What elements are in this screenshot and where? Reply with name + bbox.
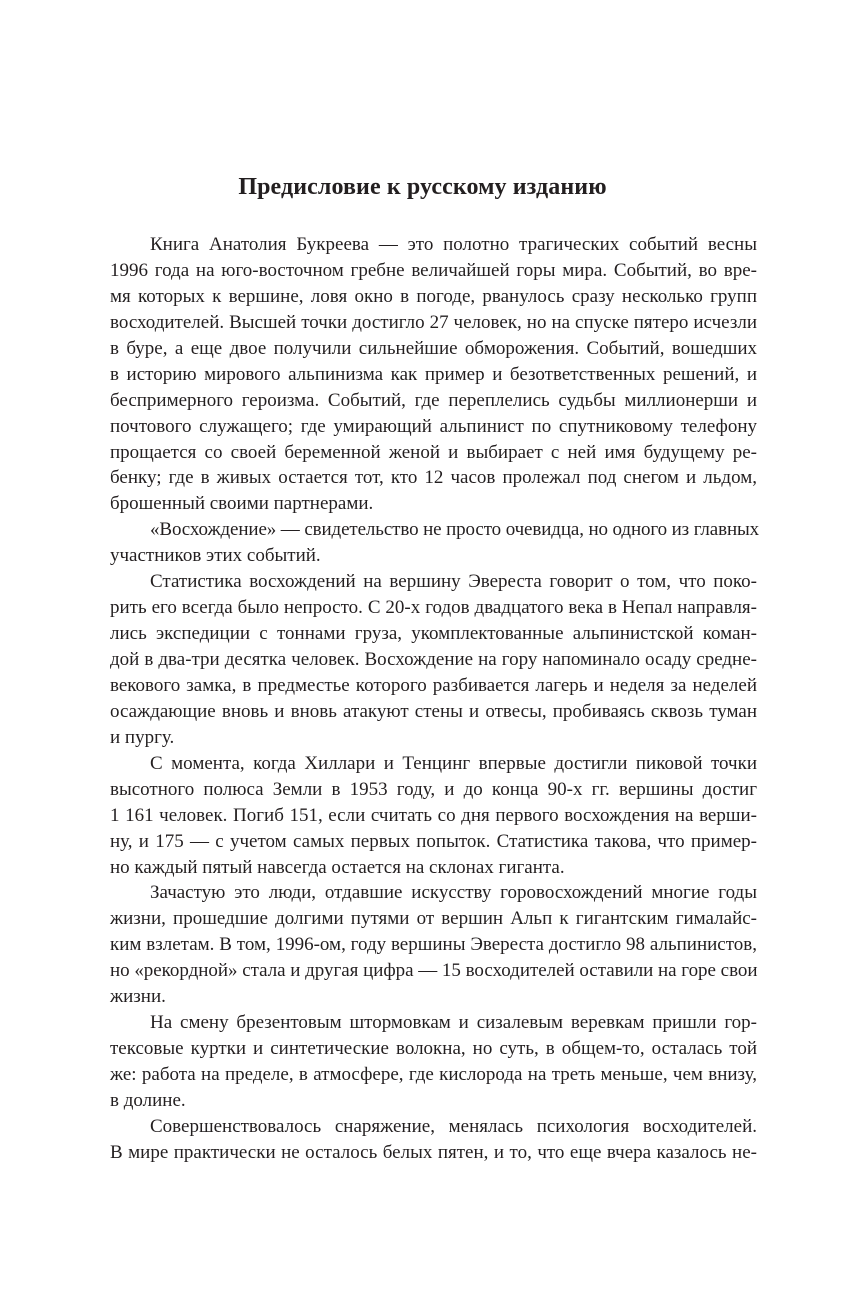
text-line: высотного полюса Земли в 1953 году, и до конца 90-х гг. вершины достиг	[110, 778, 757, 800]
text-line: Зачастую это люди, отдавшие искусству горовосхождений многие годы	[150, 882, 757, 904]
text-line: 1996 года на юго-восточном гребне величайшей горы мира. Событий, во вре-	[110, 259, 757, 281]
text-line: жизни, прошедшие долгими путями от вершин Альп к гигантским гималайс-	[110, 908, 757, 930]
text-line: лись экспедиции с тоннами груза, укомплектованные альпинистской коман-	[110, 623, 757, 645]
text-line: осаждающие вновь и вновь атакуют стены и отвесы, пробиваясь сквозь туман	[110, 700, 757, 722]
paragraph	[110, 1010, 757, 1114]
text-line: но каждый пятый навсегда остается на склонах гиганта.	[110, 856, 565, 878]
text-line: беспримерного героизма. Событий, где переплелись судьбы миллионерши и	[110, 389, 757, 411]
paragraph	[110, 880, 757, 1010]
paragraph	[110, 569, 757, 751]
text-line: мя которых к вершине, ловя окно в погоде, рванулось сразу несколько групп	[110, 285, 757, 307]
text-line: векового замка, в предместье которого разбивается лагерь и неделя за неделей	[110, 674, 757, 696]
text-line: ким взлетам. В том, 1996-ом, году вершины Эвереста достигло 98 альпинистов,	[110, 934, 757, 956]
text-line: На смену брезентовым штормовкам и сизалевым веревкам пришли гор-	[150, 1012, 757, 1034]
text-line: Совершенствовалось снаряжение, менялась психология восходителей.	[150, 1115, 757, 1137]
paragraph	[110, 751, 757, 881]
chapter-title: Предисловие к русскому изданию	[238, 174, 607, 200]
text-line: в историю мирового альпинизма как пример и безответственных решений, и	[110, 363, 757, 385]
text-line: тексовые куртки и синтетические волокна, но суть, в общем-то, осталась той	[110, 1038, 757, 1060]
text-line: восходителей. Высшей точки достигло 27 человек, но на спуске пятеро исчезли	[110, 311, 757, 333]
paragraph	[110, 1114, 757, 1166]
text-line: в долине.	[110, 1089, 186, 1111]
text-line: бенку; где в живых остается тот, кто 12 часов пролежал под снегом и льдом,	[110, 467, 757, 489]
body-text	[110, 232, 760, 1166]
text-line: и пургу.	[110, 726, 175, 748]
text-line: Книга Анатолия Букреева — это полотно трагических событий весны	[150, 234, 757, 255]
text-line: же: работа на пределе, в атмосфере, где кислорода на треть меньше, чем внизу,	[110, 1064, 757, 1085]
text-line: 1 161 человек. Погиб 151, если считать со дня первого восхождения на верши-	[110, 804, 757, 826]
text-line: жизни.	[110, 986, 166, 1008]
text-line: прощается со своей беременной женой и выбирает с ней имя будущему ре-	[110, 441, 757, 463]
text-line: почтового служащего; где умирающий альпинист по спутниковому телефону	[110, 415, 757, 437]
paragraph	[110, 232, 757, 517]
text-line: дой в два-три десятка человек. Восхождение на гору напоминало осаду средне-	[110, 649, 757, 670]
text-line: но «рекордной» стала и другая цифра — 15 восходителей оставили на горе свои	[110, 960, 758, 982]
text-line: брошенный своими партнерами.	[110, 493, 374, 515]
text-line: ну, и 175 — с учетом самых первых попыток. Статистика такова, что пример-	[110, 830, 757, 852]
text-line: «Восхождение» — свидетельство не просто очевидца, но одного из главных	[150, 519, 760, 541]
text-line: участников этих событий.	[110, 545, 321, 567]
text-line: С момента, когда Хиллари и Тенцинг впервые достигли пиковой точки	[150, 752, 757, 774]
text-line: в буре, а еще двое получили сильнейшие обморожения. Событий, вошедших	[110, 337, 757, 359]
text-line: В мире практически не осталось белых пятен, и то, что еще вчера казалось не-	[110, 1141, 757, 1163]
paragraph	[110, 517, 760, 569]
text-line: рить его всегда было непросто. С 20-х годов двадцатого века в Непал направля-	[110, 597, 757, 619]
text-line: Статистика восхождений на вершину Эвереста говорит о том, что поко-	[150, 571, 757, 593]
